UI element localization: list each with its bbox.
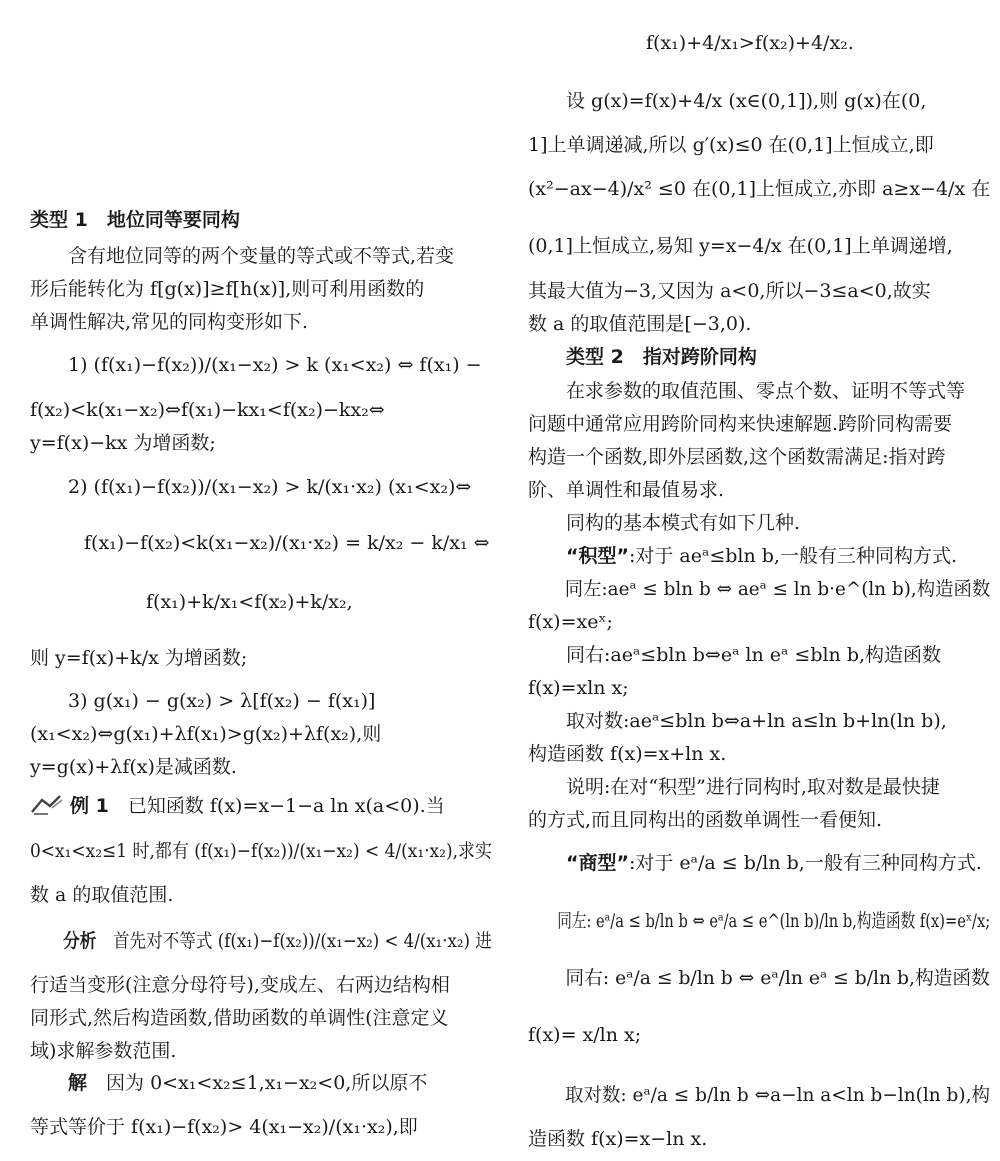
type2-line: 阶、单调性和最值易求. bbox=[528, 479, 725, 501]
example1-line: 0<x₁<x₂≤1 时,都有 (f(x₁)−f(x₂))/(x₁−x₂) < 4/(x₁·x₂),求实 bbox=[30, 840, 492, 862]
type2-line: 同构的基本模式有如下几种. bbox=[566, 512, 801, 534]
solution-text: 因为 0<x₁<x₂≤1,x₁−x₂<0,所以原不 bbox=[106, 1072, 428, 1094]
jixing-line: 构造函数 f(x)=x+ln x. bbox=[528, 743, 727, 765]
jixing-label: “积型” bbox=[566, 545, 629, 567]
type1-formula: y=f(x)−kx 为增函数; bbox=[30, 432, 216, 454]
analysis-line: 同形式,然后构造函数,借助函数的单调性(注意定义 bbox=[30, 1007, 449, 1029]
type2-line: 问题中通常应用跨阶同构来快速解题.跨阶同构需要 bbox=[528, 413, 953, 435]
jixing-line: 同左:aeᵃ ≤ bln b ⇔ aeᵃ ≤ ln b·e^(ln b),构造函数 bbox=[564, 578, 991, 600]
jixing-line: f(x)=xeˣ; bbox=[528, 611, 613, 633]
example1-label: 例 1 bbox=[70, 795, 109, 817]
type1-formula: f(x₂)<k(x₁−x₂)⇔f(x₁)−kx₁<f(x₂)−kx₂⇔ bbox=[30, 399, 385, 421]
type1-formula: 3) g(x₁) − g(x₂) > λ[f(x₂) − f(x₁)] bbox=[68, 690, 376, 712]
shangxing-line: 取对数: eᵃ/a ≤ b/ln b ⇔a−ln a<ln b−ln(ln b),构 bbox=[564, 1084, 990, 1106]
solution-continued: 设 g(x)=f(x)+4/x (x∈(0,1]),则 g(x)在(0, bbox=[566, 90, 927, 112]
type1-line: 单调性解决,常见的同构变形如下. bbox=[30, 311, 309, 333]
type1-formula: 1) (f(x₁)−f(x₂))/(x₁−x₂) > k (x₁<x₂) ⇔ f(x₁) − bbox=[68, 354, 482, 376]
jixing-line bbox=[528, 543, 957, 569]
type1-formula: y=g(x)+λf(x)是减函数. bbox=[30, 756, 237, 778]
type2-line: 在求参数的取值范围、零点个数、证明不等式等 bbox=[566, 380, 966, 402]
example-pencil-icon bbox=[30, 794, 64, 816]
type1-formula: 2) (f(x₁)−f(x₂))/(x₁−x₂) > k/(x₁·x₂) (x₁<x₂)⇔ bbox=[68, 476, 472, 498]
solution-line: 等式等价于 f(x₁)−f(x₂)> 4(x₁−x₂)/(x₁·x₂),即 bbox=[30, 1116, 418, 1138]
solution-label: 解 bbox=[68, 1072, 88, 1094]
analysis-text: 首先对不等式 (f(x₁)−f(x₂))/(x₁−x₂) < 4/(x₁·x₂) 进 bbox=[112, 930, 492, 952]
type1-formula: f(x₁)−f(x₂)<k(x₁−x₂)/(x₁·x₂) = k/x₂ − k/x₁ ⇔ bbox=[84, 532, 490, 554]
type1-formula: f(x₁)+k/x₁<f(x₂)+k/x₂, bbox=[146, 591, 353, 613]
shangxing-line: 同左: eᵃ/a ≤ b/ln b ⇔ eᵃ/a ≤ e^(ln b)/ln b,构造函数 f(x)=eˣ/x; bbox=[557, 910, 991, 932]
analysis-label: 分析 bbox=[63, 930, 97, 952]
jixing-line: 同右:aeᵃ≤bln b⇔eᵃ ln eᵃ ≤bln b,构造函数 bbox=[566, 644, 942, 666]
jixing-line: 说明:在对“积型”进行同构时,取对数是最快捷 bbox=[566, 776, 940, 798]
solution-continued: (x²−ax−4)/x² ≤0 在(0,1]上恒成立,亦即 a≥x−4/x 在 bbox=[528, 178, 991, 200]
type1-heading: 类型 1 地位同等要同构 bbox=[30, 209, 240, 231]
example1-line: 数 a 的取值范围. bbox=[30, 884, 174, 906]
shangxing-line bbox=[528, 850, 982, 876]
analysis-line bbox=[30, 928, 492, 954]
solution-continued: 1]上单调递减,所以 g′(x)≤0 在(0,1]上恒成立,即 bbox=[528, 134, 934, 156]
shangxing-label: “商型” bbox=[566, 852, 629, 874]
example1-text: 已知函数 f(x)=x−1−a ln x(a<0).当 bbox=[127, 795, 445, 817]
analysis-line: 行适当变形(注意分母符号),变成左、右两边结构相 bbox=[30, 974, 450, 996]
shangxing-text: :对于 eᵃ/a ≤ b/ln b,一般有三种同构方式. bbox=[628, 852, 982, 874]
solution-line bbox=[30, 1070, 427, 1096]
type1-formula: 则 y=f(x)+k/x 为增函数; bbox=[30, 647, 248, 669]
type2-heading: 类型 2 指对跨阶同构 bbox=[566, 346, 757, 368]
jixing-text: :对于 aeᵃ≤bln b,一般有三种同构方式. bbox=[628, 545, 958, 567]
jixing-line: f(x)=xln x; bbox=[528, 677, 629, 699]
shangxing-line: 同右: eᵃ/a ≤ b/ln b ⇔ eᵃ/ln eᵃ ≤ b/ln b,构造函数 bbox=[565, 967, 990, 989]
shangxing-line: 造函数 f(x)=x−ln x. bbox=[528, 1128, 708, 1150]
example1-line bbox=[30, 793, 445, 819]
solution-continued: (0,1]上恒成立,易知 y=x−4/x 在(0,1]上单调递增, bbox=[528, 235, 953, 257]
type1-line: 含有地位同等的两个变量的等式或不等式,若变 bbox=[68, 245, 455, 267]
solution-continued: 其最大值为−3,又因为 a<0,所以−3≤a<0,故实 bbox=[528, 280, 931, 302]
shangxing-line: f(x)= x/ln x; bbox=[528, 1024, 642, 1046]
jixing-line: 的方式,而且同构出的函数单调性一看便知. bbox=[528, 809, 883, 831]
analysis-line: 域)求解参数范围. bbox=[30, 1040, 177, 1062]
type1-line: 形后能转化为 f[g(x)]≥f[h(x)],则可利用函数的 bbox=[30, 278, 425, 300]
type1-formula: (x₁<x₂)⇔g(x₁)+λf(x₁)>g(x₂)+λf(x₂),则 bbox=[30, 723, 382, 745]
type2-line: 构造一个函数,即外层函数,这个函数需满足:指对跨 bbox=[528, 446, 946, 468]
solution-continued: 数 a 的取值范围是[−3,0). bbox=[528, 313, 752, 335]
jixing-line: 取对数:aeᵃ≤bln b⇔a+ln a≤ln b+ln(ln b), bbox=[566, 710, 947, 732]
solution-continued: f(x₁)+4/x₁>f(x₂)+4/x₂. bbox=[646, 32, 854, 54]
